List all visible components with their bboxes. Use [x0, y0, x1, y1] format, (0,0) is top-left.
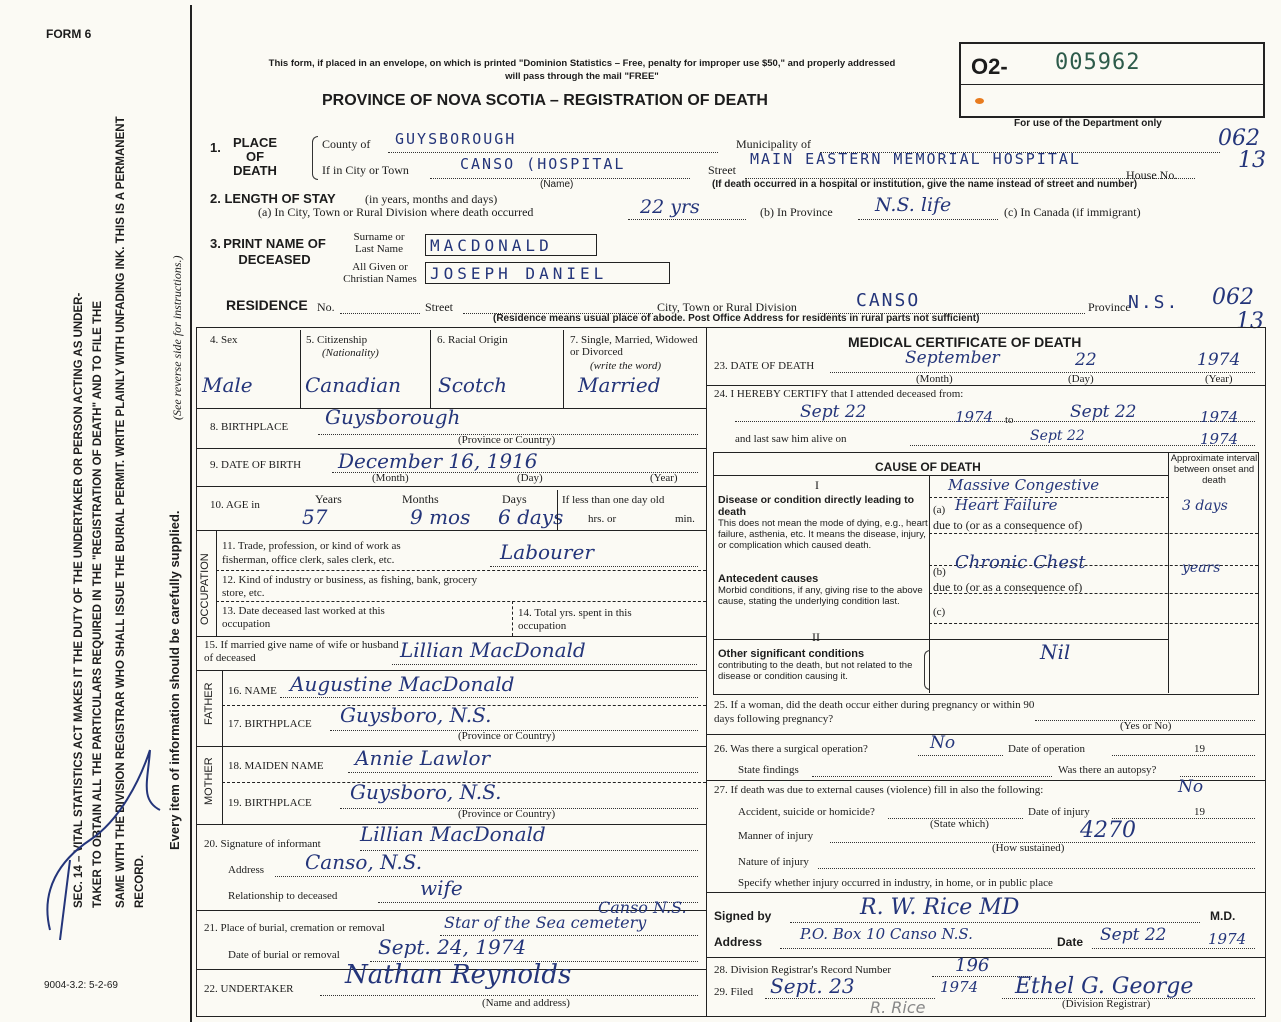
s24-y1: 1974 — [955, 408, 994, 426]
s2c-label: (c) In Canada (if immigrant) — [1004, 205, 1141, 219]
s21-value: Star of the Sea cemetery — [444, 913, 647, 932]
s14-label: 14. Total yrs. spent in this occupation — [518, 607, 632, 632]
father-name: Augustine MacDonald — [290, 672, 515, 696]
s26-value: No — [930, 733, 956, 753]
cause-due-1: due to (or as a consequence of) — [933, 518, 1083, 532]
antecedent-note: Morbid conditions, if any, giving rise to the above cause, stating the underlying condition last. — [718, 585, 923, 607]
s10-days-label: Days — [502, 492, 527, 506]
mother-side-label: MOTHER — [203, 757, 215, 805]
s22-sub: (Name and address) — [482, 997, 570, 1009]
cause-I: I — [815, 478, 819, 492]
s20-label: 20. Signature of informant — [204, 838, 321, 850]
s23-label: 23. DATE OF DEATH — [714, 360, 815, 372]
surname-value: MACDONALD — [430, 236, 553, 255]
cause-a-value-1: Massive Congestive — [948, 476, 1100, 494]
res-prov-value: N.S. — [1128, 292, 1180, 313]
s7-value: Married — [578, 373, 661, 397]
date-value: Sept 22 — [1100, 925, 1167, 945]
s25-yn: (Yes or No) — [1120, 720, 1172, 732]
s23-day-sub: (Day) — [1068, 373, 1094, 385]
s27-code: 4270 — [1080, 818, 1136, 843]
date-year: 1974 — [1208, 930, 1247, 948]
s10-label: 10. AGE in — [210, 499, 260, 511]
county-value: GUYSBOROUGH — [395, 130, 517, 148]
margin-scribble — [30, 740, 190, 940]
s9-year: (Year) — [650, 472, 678, 484]
city-value: CANSO (HOSPITAL — [460, 155, 626, 173]
res-code-2: 13 — [1236, 309, 1264, 334]
dept-note: For use of the Department only — [1014, 118, 1162, 129]
s16-label: 16. NAME — [228, 685, 277, 697]
s23-day: 22 — [1075, 350, 1097, 370]
cause-b: (b) — [933, 566, 946, 578]
s13-label: 13. Date deceased last worked at this occupation — [222, 605, 385, 630]
reg-number: 005962 — [1055, 50, 1141, 75]
s27-specify: Specify whether injury occurred in industry, in home, or in public place — [738, 877, 1053, 889]
cause-a-interval: 3 days — [1182, 498, 1228, 514]
signed-value: R. W. Rice MD — [860, 895, 1020, 920]
s29-label: 29. Filed — [714, 986, 754, 998]
s3-label: PRINT NAME OF DECEASED — [223, 236, 326, 267]
s21-date: Sept. 24, 1974 — [378, 935, 527, 959]
res-note: (Residence means usual place of abode. Post Office Address for residents in rural parts not sufficient) — [493, 313, 980, 324]
s20-rel-label: Relationship to deceased — [228, 890, 338, 902]
s17-label: 17. BIRTHPLACE — [228, 718, 312, 730]
md-label: M.D. — [1210, 909, 1236, 923]
s29-registrar-label: (Division Registrar) — [1062, 998, 1151, 1010]
s21-value-2: Canso N.S. — [598, 898, 687, 917]
print-code: 9004-3.2: 5-2-69 — [44, 980, 118, 991]
s24-y2: 1974 — [1200, 408, 1239, 426]
reg-prefix: O2- — [971, 54, 1008, 79]
s20-rel: wife — [420, 876, 463, 900]
cause-a-value-2: Heart Failure — [955, 496, 1058, 514]
s23-month-sub: (Month) — [916, 373, 953, 385]
s9-day: (Day) — [517, 472, 543, 484]
s2b-label: (b) In Province — [760, 205, 833, 219]
res-code-1: 062 — [1212, 285, 1254, 310]
s3-num: 3. — [210, 236, 221, 251]
s23-month: September — [905, 348, 1000, 368]
s15-label: 15. If married give name of wife or husband of deceased — [204, 639, 399, 664]
s23-year-sub: (Year) — [1205, 373, 1233, 385]
s21-label: 21. Place of burial, cremation or removal — [204, 922, 385, 934]
s29-value: Sept. 23 — [770, 974, 855, 998]
s26-label: 26. Was there a surgical operation? — [714, 743, 868, 755]
cause-a: (a) — [933, 504, 946, 516]
s27-acc: Accident, suicide or homicide? — [738, 806, 875, 818]
occupation-side-label: OCCUPATION — [199, 553, 211, 625]
form-label: FORM 6 — [46, 27, 92, 41]
cause-direct-label: Disease or condition directly leading to death — [718, 494, 915, 518]
s5-label: 5. Citizenship — [306, 334, 368, 346]
s8-label: 8. BIRTHPLACE — [210, 421, 289, 433]
s29-registrar: Ethel G. George — [1015, 974, 1194, 999]
s27-how: (How sustained) — [992, 842, 1065, 854]
s9-month: (Month) — [372, 472, 409, 484]
city-label: If in City or Town — [322, 163, 409, 177]
s26-yr: 19 — [1194, 743, 1205, 755]
s10-years-label: Years — [315, 492, 342, 506]
res-street-label: Street — [425, 300, 453, 314]
s10-hrs: hrs. or — [588, 513, 617, 525]
s2-sub: (in years, months and days) — [365, 192, 498, 206]
mail-notice: This form, if placed in an envelope, on which is printed "Dominion Statistics – Free, penalty for improper use $50," and properly addressed will pass through the mail "FREE" — [268, 58, 896, 82]
s29-extra: R. Rice — [870, 998, 926, 1017]
surname-label: Surname or Last Name — [353, 231, 405, 255]
s26-date-label: Date of operation — [1008, 743, 1085, 755]
cause-direct-note: This does not mean the mode of dying, e.g., heart failure, asthenia, etc. It means the disease, injury, or complication which caused death. — [718, 518, 928, 551]
s5-value: Canadian — [305, 373, 402, 397]
father-sub: (Province or Country) — [458, 730, 556, 742]
s7-sub: (write the word) — [590, 360, 662, 372]
s24-y3: 1974 — [1200, 430, 1239, 448]
res-no-label: No. — [317, 300, 335, 314]
s24-seen: Sept 22 — [1030, 428, 1085, 444]
side-note-1: SEC. 14 – VITAL STATISTICS ACT MAKES IT THE DUTY OF THE UNDERTAKER OR PERSON ACTING AS UNDER- — [73, 292, 85, 908]
s11-label: 11. Trade, profession, or kind of work as — [222, 540, 401, 552]
med-title: MEDICAL CERTIFICATE OF DEATH — [848, 334, 1082, 350]
s27-manner: Manner of injury — [738, 830, 814, 842]
orange-mark — [975, 98, 984, 104]
s2a-value: 22 yrs — [640, 196, 700, 218]
s8-sub: (Province or Country) — [458, 434, 556, 446]
s10-months-label: Months — [402, 492, 439, 506]
mother-sub: (Province or Country) — [458, 808, 556, 820]
s11-value: Labourer — [500, 540, 594, 564]
s9-label: 9. DATE OF BIRTH — [210, 459, 302, 471]
cause-interval: Approximate interval between onset and death — [1170, 453, 1258, 486]
s19-label: 19. BIRTHPLACE — [228, 797, 312, 809]
s27-nature: Nature of injury — [738, 856, 809, 868]
name-sublabel: (Name) — [540, 179, 574, 190]
given-label: All Given or Christian Names — [343, 261, 417, 285]
s15-value: Lillian MacDonald — [400, 638, 586, 662]
cause-b-interval: years — [1182, 560, 1221, 576]
father-side-label: FATHER — [203, 682, 215, 725]
s24-to: to — [1005, 414, 1014, 426]
address-value: P.O. Box 10 Canso N.S. — [800, 925, 973, 943]
s10-years: 57 — [302, 505, 328, 529]
house-code: 13 — [1238, 148, 1266, 173]
s11-label-2: fisherman, office clerk, sales clerk, etc. — [222, 554, 395, 566]
s20-value: Lillian MacDonald — [360, 822, 546, 846]
res-prov-label: Province — [1088, 300, 1131, 314]
s10-days: 6 days — [498, 505, 564, 529]
mother-maiden: Annie Lawlor — [355, 746, 491, 770]
date-label: Date — [1057, 935, 1084, 949]
s25-label: 25. If a woman, did the death occur either during pregnancy or within 90 days following pregnancy? — [714, 699, 1035, 725]
father-birthplace: Guysboro, N.S. — [340, 703, 492, 727]
s24-seen-label: and last saw him alive on — [735, 433, 847, 445]
s10-min: min. — [675, 513, 695, 525]
s27-inj-date: Date of injury — [1028, 806, 1090, 818]
s1-label: PLACE OF DEATH — [232, 135, 278, 178]
s6-label: 6. Racial Origin — [437, 334, 508, 346]
s4-value: Male — [202, 373, 253, 397]
s20-addr: Canso, N.S. — [305, 850, 423, 874]
address-label: Address — [714, 935, 763, 949]
s27-yr: 19 — [1194, 806, 1205, 818]
other-value: Nil — [1040, 640, 1071, 664]
mother-birthplace: Guysboro, N.S. — [350, 780, 502, 804]
street-label: Street — [708, 163, 736, 177]
s24-to-val: Sept 22 — [1070, 402, 1137, 422]
s9-value: December 16, 1916 — [338, 449, 538, 473]
s22-label: 22. UNDERTAKER — [204, 983, 294, 995]
s27-label: 27. If death was due to external causes (violence) fill in also the following: — [714, 784, 1044, 796]
s27-state: (State which) — [930, 818, 989, 830]
s29-yr: 1974 — [940, 978, 979, 996]
signed-label: Signed by — [714, 909, 772, 923]
cause-II: II — [812, 630, 820, 644]
muni-label: Municipality of — [736, 137, 811, 151]
s20-addr-label: Address — [228, 864, 265, 876]
side-note-5: (See reverse side for instructions.) — [170, 255, 184, 420]
s22-value: Nathan Reynolds — [345, 960, 572, 990]
side-note-4: Every item of information should be carefully supplied. — [167, 510, 182, 850]
s18-label: 18. MAIDEN NAME — [228, 760, 324, 772]
s26-findings: State findings — [738, 764, 799, 776]
left-border — [190, 5, 192, 1022]
s12-label: 12. Kind of industry or business, as fishing, bank, grocery store, etc. — [222, 574, 478, 599]
s4-label: 4. Sex — [210, 334, 238, 346]
side-note-2: TAKER TO OBTAIN ALL THE PARTICULARS REQUIRED IN THE "REGISTRATION OF DEATH" AND TO FILE THE — [92, 301, 104, 908]
s6-value: Scotch — [438, 373, 508, 397]
s28-value: 196 — [955, 955, 990, 976]
s23-year: 1974 — [1197, 350, 1241, 370]
s2-label: 2. LENGTH OF STAY — [210, 191, 336, 206]
form-title: PROVINCE OF NOVA SCOTIA – REGISTRATION OF DEATH — [322, 92, 768, 109]
side-note-3: SAME WITH THE DIVISION REGISTRAR WHO SHALL ISSUE THE BURIAL PERMIT. WRITE PLAINLY WITH UNFADING INK. THIS IS A PERMANENT RECORD. — [115, 116, 146, 908]
s26-autopsy: Was there an autopsy? — [1058, 764, 1157, 776]
res-city-label: City, Town or Rural Division — [657, 300, 797, 314]
s7-label: 7. Single, Married, Widowed or Divorced — [570, 334, 698, 358]
registration-box — [959, 42, 1265, 118]
s10-months: 9 mos — [410, 505, 471, 529]
s10-lt-label: If less than one day old — [562, 494, 665, 506]
s8-value: Guysborough — [325, 405, 461, 429]
residence-label: RESIDENCE — [226, 297, 308, 313]
antecedent-label: Antecedent causes — [718, 573, 819, 585]
s2a-label: (a) In City, Town or Rural Division where death occurred — [258, 205, 534, 219]
muni-code: 062 — [1218, 126, 1260, 151]
s1-num: 1. — [210, 140, 221, 155]
inst-note: (If death occurred in a hospital or institution, give the name instead of street and number) — [712, 179, 1138, 190]
res-city-value: CANSO — [856, 290, 921, 311]
other-note: contributing to the death, but not related to the disease or condition causing it. — [718, 660, 913, 682]
county-label: County of — [322, 137, 371, 151]
s27-value: No — [1178, 777, 1204, 797]
cause-due-2: due to (or as a consequence of) — [933, 580, 1083, 594]
s2b-value: N.S. life — [875, 194, 952, 216]
house-label: House No. — [1126, 168, 1178, 182]
s24-from: Sept 22 — [800, 402, 867, 422]
given-value: JOSEPH DANIEL — [430, 264, 608, 283]
other-label: Other significant conditions — [718, 648, 865, 660]
s24-label: 24. I HEREBY CERTIFY that I attended deceased from: — [714, 388, 964, 400]
s28-label: 28. Division Registrar's Record Number — [714, 964, 892, 976]
s5-sub: (Nationality) — [322, 347, 379, 359]
cause-c: (c) — [933, 606, 946, 618]
cause-b-value: Chronic Chest — [955, 552, 1086, 573]
cause-title: CAUSE OF DEATH — [875, 460, 981, 474]
s21-date-label: Date of burial or removal — [228, 949, 340, 961]
street-value: MAIN EASTERN MEMORIAL HOSPITAL — [750, 150, 1081, 168]
